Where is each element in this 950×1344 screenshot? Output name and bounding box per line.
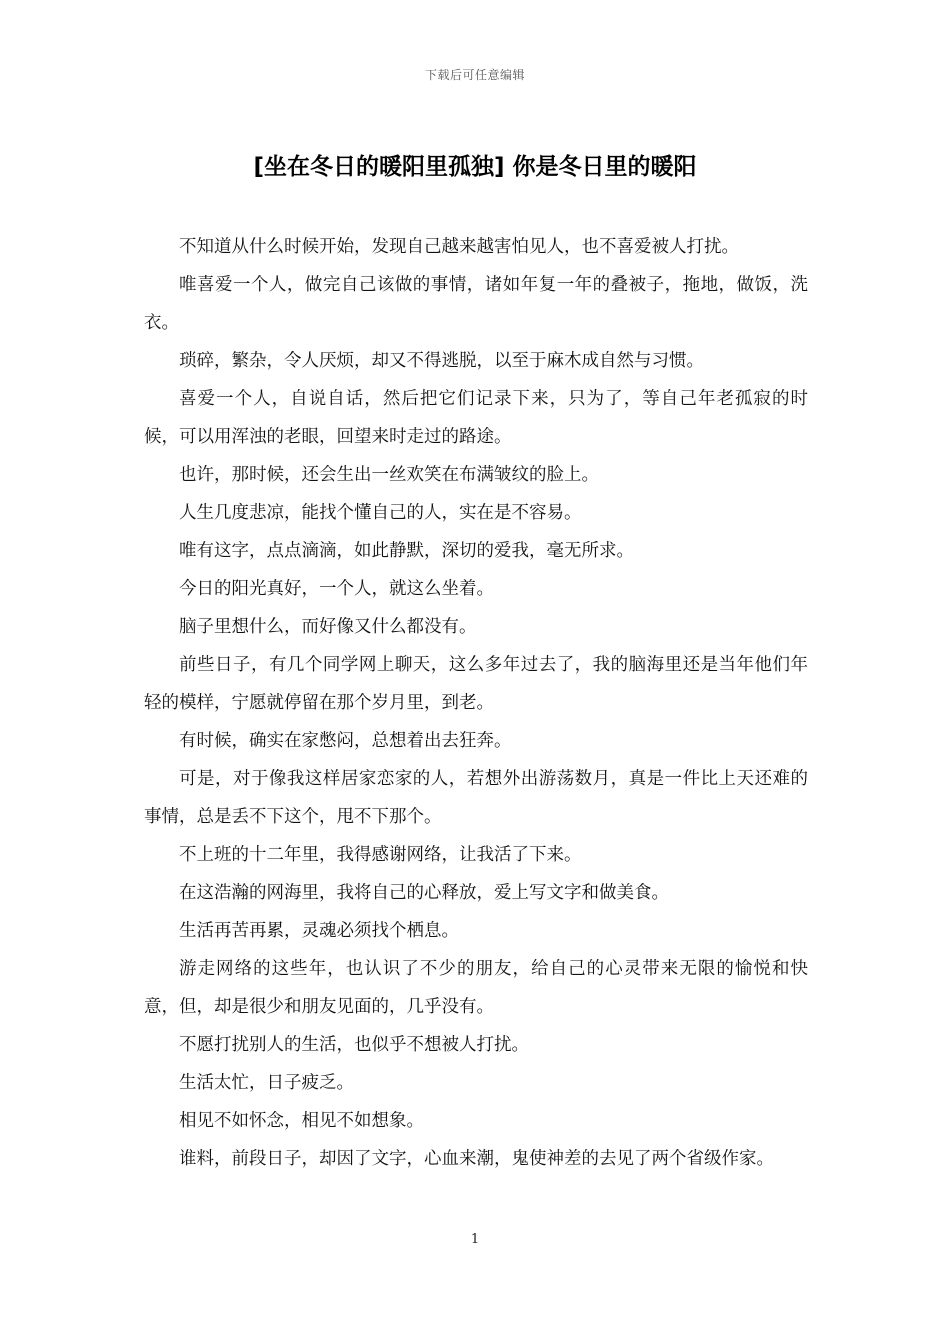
paragraph: 不愿打扰别人的生活，也似乎不想被人打扰。 <box>179 1035 529 1055</box>
paragraph: 唯有这字，点点滴滴，如此静默，深切的爱我，毫无所求。 <box>179 541 634 561</box>
paragraph: 喜爱一个人，自说自话，然后把它们记录下来，只为了，等自己年老孤寂的时候，可以用浑浊的老眼，回望来时走过的路途。 <box>144 389 808 447</box>
document-body <box>144 228 808 1178</box>
paragraph: 可是，对于像我这样居家恋家的人，若想外出游荡数月，真是一件比上天还难的事情，总是丢不下这个，甩不下那个。 <box>144 769 808 827</box>
paragraph: 在这浩瀚的网海里，我将自己的心释放，爱上写文字和做美食。 <box>179 883 669 903</box>
paragraph: 相见不如怀念，相见不如想象。 <box>179 1111 424 1131</box>
paragraph: 也许，那时候，还会生出一丝欢笑在布满皱纹的脸上。 <box>179 465 599 485</box>
paragraph: 琐碎，繁杂，令人厌烦，却又不得逃脱，以至于麻木成自然与习惯。 <box>179 351 704 371</box>
page-number: 1 <box>470 1232 480 1247</box>
paragraph: 脑子里想什么，而好像又什么都没有。 <box>179 617 477 637</box>
paragraph: 游走网络的这些年，也认识了不少的朋友，给自己的心灵带来无限的愉悦和快意，但，却是很少和朋友见面的，几乎没有。 <box>144 959 808 1017</box>
paragraph: 生活再苦再累，灵魂必须找个栖息。 <box>179 921 459 941</box>
paragraph: 不知道从什么时候开始，发现自己越来越害怕见人，也不喜爱被人打扰。 <box>179 237 739 257</box>
page-header: 下载后可任意编辑 <box>424 68 525 82</box>
paragraph: 今日的阳光真好，一个人，就这么坐着。 <box>179 579 494 599</box>
document-title: [坐在冬日的暖阳里孤独] 你是冬日里的暖阳 <box>253 154 697 180</box>
paragraph: 人生几度悲凉，能找个懂自己的人，实在是不容易。 <box>179 503 582 523</box>
paragraph: 不上班的十二年里，我得感谢网络，让我活了下来。 <box>179 845 582 865</box>
paragraph: 谁料，前段日子，却因了文字，心血来潮，鬼使神差的去见了两个省级作家。 <box>179 1149 774 1169</box>
paragraph: 生活太忙，日子疲乏。 <box>179 1073 354 1093</box>
paragraph: 有时候，确实在家憋闷，总想着出去狂奔。 <box>179 731 512 751</box>
paragraph: 唯喜爱一个人，做完自己该做的事情，诸如年复一年的叠被子，拖地，做饭，洗衣。 <box>144 275 808 333</box>
paragraph: 前些日子，有几个同学网上聊天，这么多年过去了，我的脑海里还是当年他们年轻的模样，宁愿就停留在那个岁月里，到老。 <box>144 655 808 713</box>
